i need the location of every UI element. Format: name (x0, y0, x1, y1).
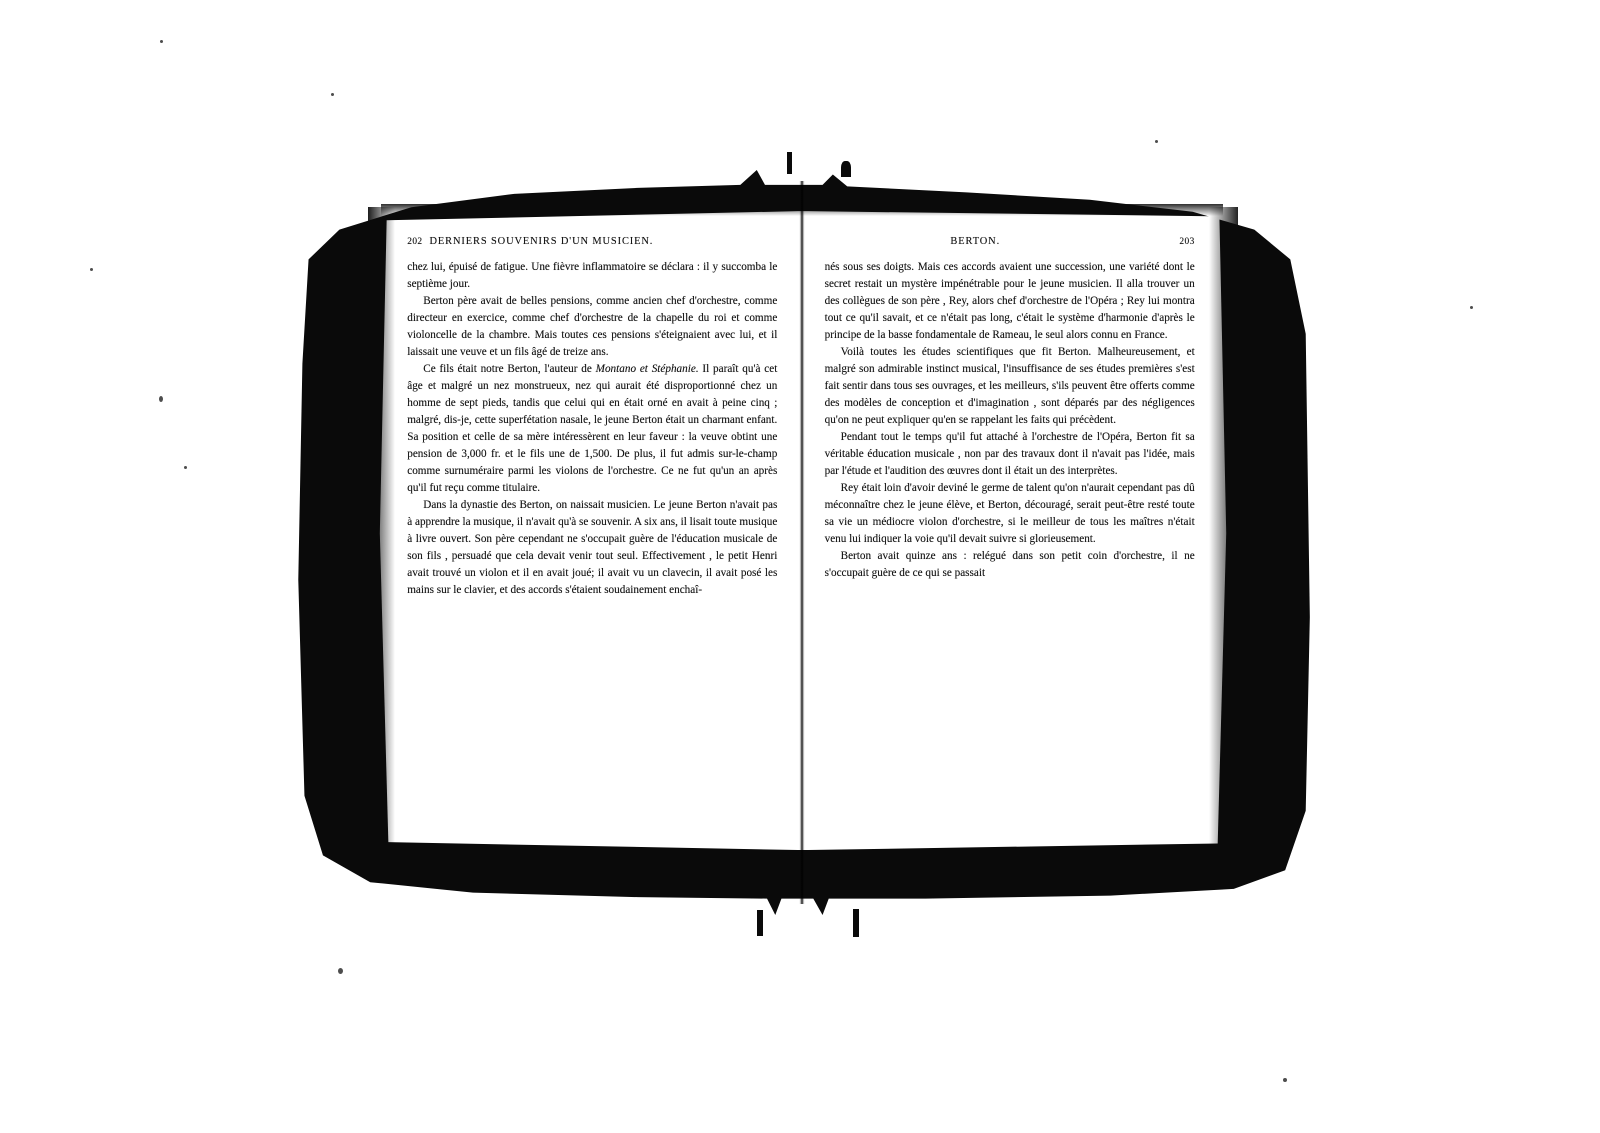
italic-work-title: Montano et Stéphanie. (595, 362, 699, 375)
left-page (407, 234, 777, 599)
scan-speck (1470, 306, 1473, 309)
paragraph: Berton père avait de belles pensions, comme ancien chef d'orchestre, comme directeur en exercice, comme chef d'orchestre de la chapelle du roi et comme violoncelle de la chambre. Mais toutes ces pensions s'éteignaient avec lui, et il laissait une veuve et un fils âgé de treize ans. (407, 294, 778, 358)
open-book (288, 170, 1316, 915)
book-gutter (800, 181, 805, 904)
paragraph: Voilà toutes les études scientifiques que fit Berton. Malheureusement, et malgré son admirable instinct musical, l'insuffisance de ses études premières s'est fait sentir dans tous ses ouvrages, et les meilleurs, s'ils peuvent être offerts comme des modèles de conception et d'imagination , sont déparés par des négligences qu'on ne peut expliquer qu'en se rappelant les faits qui précèdent. (824, 345, 1195, 427)
paragraph: Rey était loin d'avoir deviné le germe de talent qu'on n'aurait cependant pas dû méconnaître chez le jeune élève, et Berton, découragé, serait peut-être resté toute sa vie un médiocre violon d'orchestre, si le meilleur de tous les maîtres n'était venu lui indiquer la voie qu'il devait suivre si glorieusement. (824, 482, 1195, 546)
scan-speck (184, 466, 187, 469)
left-page-folio: 202 (407, 237, 423, 248)
paragraph: chez lui, épuisé de fatigue. Une fièvre inflammatoire se déclara : il y succomba le septième jour. (407, 260, 778, 290)
scan-speck (1155, 140, 1158, 143)
spine-bump-bottom (853, 909, 859, 937)
scan-speck (338, 968, 343, 974)
right-running-head-title: BERTON. (950, 236, 1001, 248)
paragraph: nés sous ses doigts. Mais ces accords avaient une succession, une variété dont le secret restait un mystère impénétrable pour le jeune musicien. Il alla trouver un des collègues de son père , Rey, alors chef d'orchestre de l'Opéra ; Rey lui montra tout ce qu'il savait, et ce n'était pas long, c'était le système d'harmonie d'après le principe de la basse fondamentale de Rameau, le seul alors connu en France. (824, 260, 1195, 341)
right-page-folio: 203 (1179, 237, 1195, 248)
spine-bump-top (787, 152, 792, 174)
scan-speck (160, 40, 163, 43)
scan-speck (1283, 1078, 1287, 1082)
spine-bump-top (841, 161, 851, 177)
paragraph: Berton avait quinze ans : relégué dans son petit coin d'orchestre, il ne s'occupait guère de ce qui se passait (824, 550, 1195, 580)
left-running-head-title: DERNIERS SOUVENIRS D'UN MUSICIEN. (429, 236, 654, 248)
paragraph: Pendant tout le temps qu'il fut attaché à l'orchestre de l'Opéra, Berton fit sa véritable éducation musicale , non par des travaux dont il n'avait pas l'idée, mais par l'étude et l'audition des œuvres dont il était un des interprètes. (824, 431, 1195, 478)
spine-bump-bottom (757, 910, 763, 936)
right-page (825, 234, 1195, 582)
scan-speck (159, 396, 163, 402)
scan-speck (90, 268, 93, 271)
paragraph: Ce fils était notre Berton, l'auteur de Montano et Stéphanie. Il paraît qu'à cet âge et malgré un nez monstrueux, nez qui aurait été disproportionné chez un homme de sept pieds, tandis que celui qui en était orné en avait à peine cinq ; malgré, dis-je, cette superfétation nasale, le jeune Berton était un charmant enfant. Sa position et celle de sa mère intéressèrent en leur faveur : la veuve obtint une pension de 3,000 fr. et le fils une de 1,500. De plus, il fut admis sur-le-champ comme surnuméraire parmi les violons de l'orchestre. Ce ne fut qu'un an après qu'il fut reçu comme titulaire. (407, 362, 778, 495)
left-running-head (407, 234, 777, 250)
right-running-head (825, 234, 1195, 250)
scan-speck (331, 93, 334, 96)
paragraph: Dans la dynastie des Berton, on naissait musicien. Le jeune Berton n'avait pas à apprendre la musique, il n'avait qu'à se souvenir. A six ans, il lisait toute musique à livre ouvert. Son père cependant ne s'occupait guère de l'éducation musicale de son fils , persuadé que cela devait venir tout seul. Effectivement , le petit Henri avait trouvé un violon et il en avait joué; il avait vu un clavecin, il avait posé les mains sur le clavier, et des accords s'étaient soudainement enchaî- (407, 499, 778, 597)
